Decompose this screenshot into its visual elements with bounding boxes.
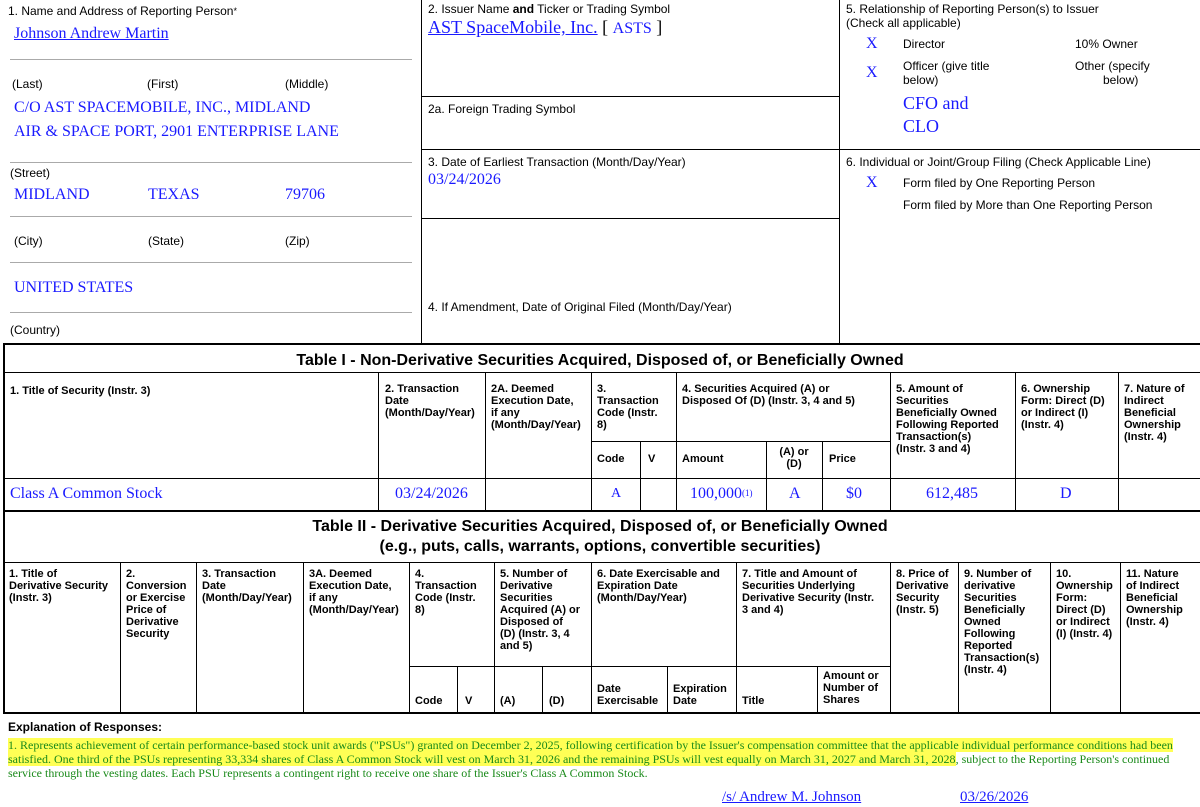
t1-row-form: D <box>1060 485 1072 502</box>
t1-h-sub-code: Code <box>597 453 625 465</box>
t1-h-nature: 7. Nature of Indirect Beneficial Ownership (Instr. 4) <box>1124 383 1185 443</box>
explanation-highlighted-text: Represents achievement of certain performance-based stock unit awards ("PSUs") granted on December 2, 2025, following certification by the Issuer's compensation committee that the applicable individual performance conditions had been satisfied. One third of the PSUs representing 33,334 shares of Class A Common Stock will vest on March 31, 2026 and the remaining PSUs will vest equally on March 31, 2027 and March 31, 2028 <box>8 738 1173 766</box>
box6-label: 6. Individual or Joint/Group Filing (Check Applicable Line) <box>846 155 1151 169</box>
other-label-line2: below) <box>1103 73 1139 87</box>
first-label: (First) <box>147 77 179 91</box>
explanation-footnote-1 <box>8 738 1193 780</box>
t2-h-code: 4. Transaction Code (Instr. 8) <box>415 568 477 616</box>
country-value: UNITED STATES <box>14 279 134 296</box>
signature-date: 03/26/2026 <box>960 789 1029 805</box>
table2-title-line1: Table II - Derivative Securities Acquired, Disposed of, or Beneficially Owned <box>312 518 888 535</box>
street-line1: C/O AST SPACEMOBILE, INC., MIDLAND <box>14 99 311 116</box>
zip-label: (Zip) <box>285 234 310 248</box>
director-label: Director <box>903 37 946 51</box>
officer-title-line2: CLO <box>903 116 939 136</box>
signature-name: /s/ Andrew M. Johnson <box>722 789 862 805</box>
officer-label-line2: below) <box>903 73 939 87</box>
box2a-label: 2a. Foreign Trading Symbol <box>428 102 576 116</box>
director-check[interactable]: X <box>866 35 878 52</box>
t1-row-aord: A <box>789 485 801 502</box>
t1-h-acquired: 4. Securities Acquired (A) or Disposed Of (D) (Instr. 3, 4 and 5) <box>682 383 855 407</box>
box1-label-text: 1. Name and Address of Reporting Person <box>8 4 234 18</box>
t2-h-sub-v: V <box>465 695 473 707</box>
t1-row-footnote[interactable]: (1) <box>742 488 753 498</box>
t2-h-sub-code: Code <box>415 695 443 707</box>
box2-label-and: and <box>512 2 535 16</box>
t1-h-code: 3. Transaction Code (Instr. 8) <box>597 383 659 431</box>
ten-pct-owner-label: 10% Owner <box>1075 37 1138 51</box>
explanation-rest-text: , subject to the Reporting Person's continued service through the vesting dates. Each PSU represents a contingent right to receive one share of the Issuer's Class A Common Stock. <box>8 752 1170 780</box>
t2-h-price: 8. Price of Derivative Security (Instr. 5) <box>896 568 949 616</box>
t2-h-deemed: 3A. Deemed Execution Date, if any (Month/Day/Year) <box>309 568 399 616</box>
zip-value: 79706 <box>285 186 325 203</box>
t1-h-deemed: 2A. Deemed Execution Date, if any (Month/Day/Year) <box>491 383 581 431</box>
box3-label: 3. Date of Earliest Transaction (Month/Day/Year) <box>428 155 686 169</box>
t1-row-code: A <box>611 486 622 501</box>
t2-h-conversion: 2. Conversion or Exercise Price of Derivative Security <box>126 568 187 640</box>
box2-label-pre: 2. Issuer Name <box>428 2 513 16</box>
t2-h-underlying: 7. Title and Amount of Securities Underlying Derivative Security (Instr. 3 and 4) <box>742 568 875 616</box>
issuer-row <box>428 18 662 38</box>
t2-h-owned: 9. Number of derivative Securities Beneficially Owned Following Reported Transaction(s) (Instr. 4) <box>964 568 1040 676</box>
t2-h-title: 1. Title of Derivative Security (Instr. 3) <box>9 568 109 604</box>
officer-title-line1: CFO and <box>903 93 969 113</box>
reporting-person-name[interactable] <box>14 24 169 43</box>
country-label: (Country) <box>10 323 61 337</box>
officer-check[interactable]: X <box>866 64 878 81</box>
city-value: MIDLAND <box>14 186 90 203</box>
t2-h-number: 5. Number of Derivative Securities Acquired (A) or Disposed of (D) (Instr. 3, 4 and 5) <box>500 568 581 652</box>
t2-h-sub-title: Title <box>742 695 765 707</box>
t1-row-date: 03/24/2026 <box>395 485 468 502</box>
t2-h-sub-date-exercisable: Date Exercisable <box>597 683 659 707</box>
one-person-check[interactable]: X <box>866 174 878 191</box>
t1-h-sub-price: Price <box>829 453 856 465</box>
more-persons-label: Form filed by More than One Reporting Person <box>903 198 1153 212</box>
box2-label-post: Ticker or Trading Symbol <box>534 2 671 16</box>
table2-title-line2: (e.g., puts, calls, warrants, options, convertible securities) <box>379 538 821 555</box>
one-person-label: Form filed by One Reporting Person <box>903 176 1096 190</box>
t1-row-amount-value: 100,000 <box>690 485 742 502</box>
ticker-open: [ <box>602 17 613 37</box>
table1-title: Table I - Non-Derivative Securities Acquired, Disposed of, or Beneficially Owned <box>296 352 904 369</box>
t2-h-form: 10. Ownership Form: Direct (D) or Indirect (I) (Instr. 4) <box>1056 568 1113 640</box>
t2-h-sub-a: (A) <box>500 695 516 707</box>
t2-h-date: 3. Transaction Date (Month/Day/Year) <box>202 568 292 604</box>
t2-h-sub-d: (D) <box>549 695 565 707</box>
t2-h-sub-amount: Amount or Number of Shares <box>823 670 879 706</box>
t2-h-exercisable: 6. Date Exercisable and Expiration Date (Month/Day/Year) <box>597 568 720 604</box>
t1-row-amount <box>690 484 753 503</box>
last-label: (Last) <box>12 77 43 91</box>
city-label: (City) <box>14 234 43 248</box>
issuer-link[interactable]: AST SpaceMobile, Inc. <box>428 17 598 37</box>
explanation-label: Explanation of Responses: <box>8 720 163 734</box>
t1-h-ownership-form: 6. Ownership Form: Direct (D) or Indirect (I) (Instr. 4) <box>1021 383 1105 431</box>
other-label-line1: Other (specify <box>1075 59 1150 73</box>
ticker-close: ] <box>651 17 663 37</box>
box2-label <box>428 3 670 16</box>
t1-h-sub-v: V <box>648 453 656 465</box>
t1-row-owned: 612,485 <box>926 485 978 502</box>
box3-value: 03/24/2026 <box>428 171 501 188</box>
officer-label-line1: Officer (give title <box>903 59 990 73</box>
t1-h-title: 1. Title of Security (Instr. 3) <box>10 385 151 397</box>
ticker-value: ASTS <box>612 20 652 37</box>
t1-h-date: 2. Transaction Date (Month/Day/Year) <box>385 383 475 419</box>
t1-h-sub-amount: Amount <box>682 453 724 465</box>
t1-row-title: Class A Common Stock <box>10 485 163 502</box>
street-label: (Street) <box>10 166 51 180</box>
t1-h-amount-owned: 5. Amount of Securities Beneficially Owned Following Reported Transaction(s) (Instr. 3 and 4) <box>896 383 999 455</box>
box1-star: * <box>233 6 237 16</box>
explanation-number: 1. <box>8 738 20 752</box>
t2-h-sub-expiration: Expiration Date <box>673 683 727 707</box>
t1-row-price: $0 <box>846 485 862 502</box>
state-value: TEXAS <box>148 186 200 203</box>
street-line2: AIR & SPACE PORT, 2901 ENTERPRISE LANE <box>14 123 339 140</box>
box1-label <box>8 5 237 18</box>
middle-label: (Middle) <box>285 77 329 91</box>
box5-label-line1: 5. Relationship of Reporting Person(s) to Issuer <box>846 2 1099 16</box>
t1-h-sub-aord: (A) or (D) <box>779 446 809 470</box>
t2-h-nature: 11. Nature of Indirect Beneficial Ownership (Instr. 4) <box>1126 568 1183 628</box>
reporting-person-name-link[interactable]: Johnson Andrew Martin <box>14 25 169 42</box>
box4-label: 4. If Amendment, Date of Original Filed (Month/Day/Year) <box>428 300 732 314</box>
state-label: (State) <box>148 234 185 248</box>
box5-label-line2: (Check all applicable) <box>846 16 961 30</box>
